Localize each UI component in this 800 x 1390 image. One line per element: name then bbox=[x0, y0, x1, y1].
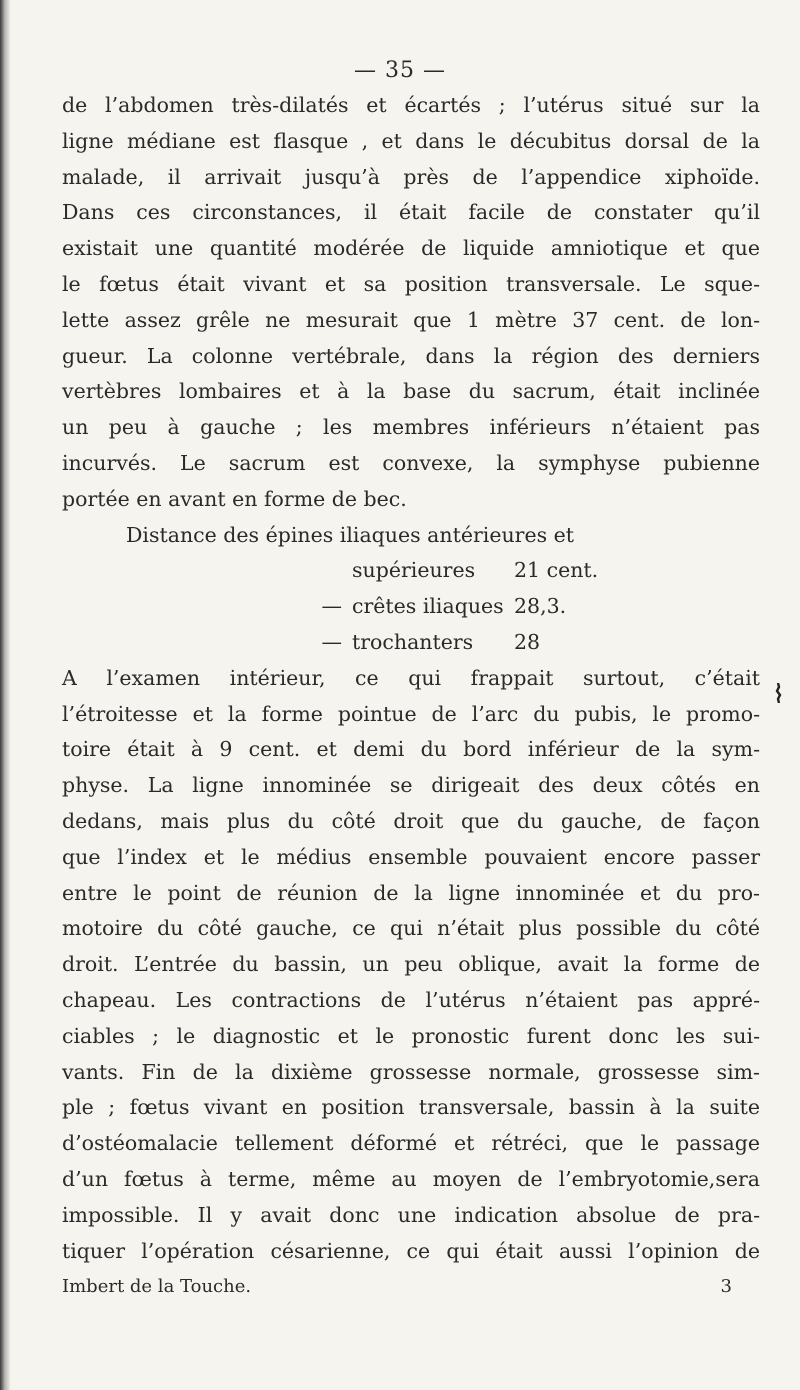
page-number-header: — 35 — bbox=[354, 58, 446, 83]
text-line: portée en avant en forme de bec. bbox=[62, 486, 407, 511]
distance-label: trochanters bbox=[352, 629, 474, 654]
distance-value: 28,3. bbox=[514, 594, 567, 619]
signature-mark: Imbert de la Touche. bbox=[62, 1276, 252, 1298]
text-line: d’ostéomalacie tellement déformé et rétréci, que le passage bbox=[62, 1131, 760, 1156]
distance-row bbox=[62, 553, 760, 589]
signature-line bbox=[62, 1269, 760, 1305]
body-text bbox=[62, 88, 760, 1305]
distance-dash: — bbox=[321, 629, 342, 654]
text-line: ciables ; le diagnostic et le pronostic furent donc les sui- bbox=[62, 1023, 760, 1048]
signature-number: 3 bbox=[720, 1276, 732, 1298]
text-line: malade, il arrivait jusqu’à près de l’appendice xiphoïde. bbox=[62, 164, 760, 189]
text-line: impossible. Il y avait donc une indication absolue de pra- bbox=[62, 1202, 760, 1227]
text-line: lette assez grêle ne mesurait que 1 mètre 37 cent. de lon- bbox=[62, 307, 760, 332]
text-line: le fœtus était vivant et sa position transversale. Le sque- bbox=[62, 271, 760, 296]
text-line: physe. La ligne innominée se dirigeait des deux côtés en bbox=[62, 773, 760, 798]
binding-edge bbox=[0, 0, 10, 1390]
distance-label: supérieures bbox=[352, 558, 476, 583]
text-line: A l’examen intérieur, ce qui frappait surtout, c’était bbox=[62, 665, 760, 690]
distance-label: crêtes iliaques bbox=[352, 594, 504, 619]
distance-row bbox=[62, 625, 760, 661]
distance-dash bbox=[62, 553, 352, 589]
text-line: vants. Fin de la dixième grossesse normale, grossesse sim- bbox=[62, 1059, 760, 1084]
text-line: vertèbres lombaires et à la base du sacrum, était inclinée bbox=[62, 379, 760, 404]
distance-dash: — bbox=[321, 594, 342, 619]
text-line: gueur. La colonne vertébrale, dans la région des derniers bbox=[62, 343, 760, 368]
text-line: toire était à 9 cent. et demi du bord inférieur de la sym- bbox=[62, 737, 760, 762]
text-line: entre le point de réunion de la ligne innominée et du pro- bbox=[62, 880, 760, 905]
text-line: chapeau. Les contractions de l’utérus n’étaient pas appré- bbox=[62, 987, 760, 1012]
text-line: droit. L’entrée du bassin, un peu oblique, avait la forme de bbox=[62, 952, 760, 977]
text-line: ligne médiane est flasque , et dans le décubitus dorsal de la bbox=[62, 128, 760, 153]
margin-ink-mark bbox=[774, 683, 780, 701]
distance-value: 21 cent. bbox=[514, 558, 599, 583]
text-line: ple ; fœtus vivant en position transversale, bassin à la suite bbox=[62, 1095, 760, 1120]
text-line: de l’abdomen très-dilatés et écartés ; l’utérus situé sur la bbox=[62, 93, 760, 117]
text-line: un peu à gauche ; les membres inférieurs n’étaient pas bbox=[62, 415, 760, 440]
text-line: incurvés. Le sacrum est convexe, la symphyse pubienne bbox=[62, 450, 760, 475]
text-line: dedans, mais plus du côté droit que du gauche, de façon bbox=[62, 808, 760, 833]
text-line: d’un fœtus à terme, même au moyen de l’embryotomie,sera bbox=[62, 1166, 760, 1191]
text-line: existait une quantité modérée de liquide amniotique et que bbox=[62, 236, 760, 261]
distance-heading: Distance des épines iliaques antérieures et bbox=[126, 522, 574, 547]
distance-value: 28 bbox=[514, 629, 541, 654]
distance-row bbox=[62, 589, 760, 625]
text-line: que l’index et le médius ensemble pouvaient encore passer bbox=[62, 844, 760, 869]
text-line: l’étroitesse et la forme pointue de l’arc du pubis, le promo- bbox=[62, 701, 760, 726]
text-line: motoire du côté gauche, ce qui n’était plus possible du côté bbox=[62, 916, 760, 941]
text-line: tiquer l’opération césarienne, ce qui était aussi l’opinion de bbox=[62, 1238, 760, 1263]
text-line: Dans ces circonstances, il était facile de constater qu’il bbox=[62, 200, 760, 225]
